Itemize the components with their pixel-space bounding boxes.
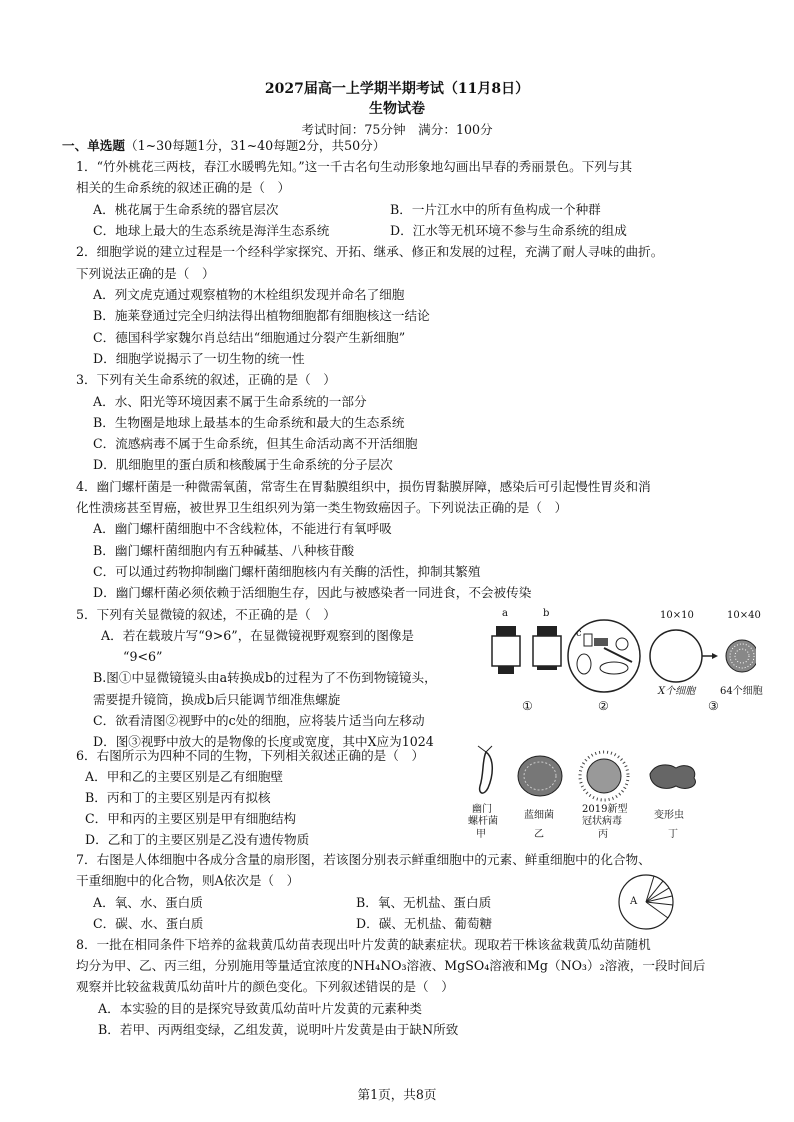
q6-option-a: A．甲和乙的主要区别是乙有细胞壁: [85, 769, 284, 784]
amoeba-icon: [650, 765, 695, 789]
organisms-drawing: [464, 744, 724, 804]
q6-stem: 6．右图所示为四种不同的生物，下列相关叙述正确的是（ ）: [76, 748, 425, 763]
q4-option-a: A．幽门螺杆菌细胞中不含线粒体，不能进行有氧呼吸: [93, 521, 392, 536]
flagella-icon: [478, 746, 492, 752]
mag-high: 10×40: [727, 610, 761, 621]
q1-stem-line2: 相关的生命系统的叙述正确的是（ ）: [76, 180, 291, 195]
lens-b-cap: [537, 626, 557, 636]
q5-option-c: C．欲看清图②视野中的c处的细胞，应将装片适当向左移动: [93, 713, 425, 728]
lens-a-label: a: [502, 608, 508, 619]
pie-sector-a-label: A: [630, 896, 638, 907]
q7-option-d: D．碳、无机盐、葡萄糖: [356, 916, 493, 931]
q6-option-b: B．丙和丁的主要区别是丙有拟核: [85, 790, 271, 805]
figure-number-1: ①: [522, 699, 533, 713]
microscope-figure: [484, 608, 763, 718]
x-cells-label: X个细胞: [658, 686, 696, 697]
q4-option-c: C．可以通过药物抑制幽门螺杆菌细胞核内有关酶的活性，抑制其繁殖: [93, 564, 481, 579]
q3-option-d: D．肌细胞里的蛋白质和核酸属于生命系统的分子层次: [93, 457, 393, 472]
lens-a-body: [492, 636, 520, 666]
q7-option-c: C．碳、水、蛋白质: [93, 916, 204, 931]
q3-option-b: B．生物圈是地球上最基本的生命系统和最大的生态系统: [93, 415, 405, 430]
q1-option-d: D．江水等无机环境不参与生命系统的组成: [390, 223, 627, 238]
mag-low: 10×10: [660, 610, 694, 621]
q5-option-b-line2: 需要提升镜筒，换成b后只能调节细准焦螺旋: [93, 692, 341, 707]
q7-option-a: A．氧、水、蛋白质: [93, 895, 203, 910]
q1-option-a: A．桃花属于生命系统的器官层次: [93, 202, 279, 217]
org3-name-2: 冠状病毒: [582, 816, 622, 827]
cyanobacteria-icon: [518, 756, 562, 796]
q8-option-b: B．若甲、丙两组变绿，乙组发黄，说明叶片发黄是由于缺N所致: [98, 1022, 459, 1037]
q4-stem-line2: 化性溃疡甚至胃癌，被世界卫生组织列为第一类生物致癌因子。下列说法正确的是（ ）: [76, 500, 568, 515]
org2-tag: 乙: [534, 829, 544, 840]
q4-option-d: D．幽门螺杆菌必须依赖于活细胞生存，因此与被感染者一同进食，不会被传染: [93, 585, 532, 600]
q6-option-c: C．甲和丙的主要区别是甲有细胞结构: [85, 811, 297, 826]
field-of-view-high: [726, 640, 756, 672]
cells-64-label: 64个细胞: [720, 686, 763, 697]
q2-option-d: D．细胞学说揭示了一切生物的统一性: [93, 351, 305, 366]
q5-option-a-line2: “9<6”: [123, 649, 163, 664]
coronavirus-icon: [587, 759, 621, 793]
q5-stem: 5．下列有关显微镜的叙述，不正确的是（ ）: [76, 607, 336, 622]
org1-name-2: 螺杆菌: [468, 816, 498, 827]
lens-b-label: b: [543, 608, 550, 619]
lens-a-tip: [498, 666, 514, 674]
arrow-head-icon: [712, 653, 718, 659]
section-title: 一、单选题: [62, 138, 125, 153]
org4-name: 变形虫: [654, 810, 684, 821]
q2-stem-line1: 2．细胞学说的建立过程是一个经科学家探究、开拓、继承、修正和发展的过程，充满了耐人寻味的曲折。: [76, 244, 664, 259]
cell-shape: [594, 638, 608, 646]
q1-stem-line1: 1．“竹外桃花三两枝，春江水暖鸭先知。”这一千古名句生动形象地勾画出早春的秀丽景色。下列与其: [76, 159, 633, 174]
figure-number-2: ②: [598, 699, 609, 713]
q1-option-c: C．地球上最大的生态系统是海洋生态系统: [93, 223, 330, 238]
helicobacter-icon: [480, 752, 493, 793]
q5-option-a-line1: A．若在载玻片写“9>6”，在显微镜视野观察到的图像是: [101, 628, 415, 643]
lens-b-tip: [537, 666, 557, 670]
org4-tag: 丁: [668, 829, 678, 840]
org3-tag: 丙: [598, 829, 608, 840]
q6-option-d: D．乙和丁的主要区别是乙没有遗传物质: [85, 832, 310, 847]
cell-c-label: c: [576, 628, 582, 639]
lens-a-cap: [496, 626, 516, 636]
organisms-figure: [464, 744, 724, 844]
org1-name-1: 幽门: [472, 804, 492, 815]
q4-stem-line1: 4．幽门螺杆菌是一种微需氧菌，常寄生在胃黏膜组织中，损伤胃黏膜屏障，感染后可引起慢性胃炎和消: [76, 479, 651, 494]
section-heading: [62, 136, 385, 156]
q2-option-c: C．德国科学家魏尔肖总结出“细胞通过分裂产生新细胞”: [93, 330, 406, 345]
page-footer: 第1页，共8页: [357, 1087, 437, 1102]
org1-tag: 甲: [476, 829, 486, 840]
q8-stem-line1: 8．一批在相同条件下培养的盆栽黄瓜幼苗表现出叶片发黄的缺素症状。现取若干株该盆栽黄瓜幼苗随机: [76, 937, 651, 952]
q2-option-a: A．列文虎克通过观察植物的木栓组织发现并命名了细胞: [93, 287, 405, 302]
q5-option-d: D．图③视野中放大的是物像的长度或宽度，其中X应为1024: [93, 734, 434, 749]
lens-b-body: [533, 636, 561, 666]
pie-drawing: [616, 872, 676, 932]
pie-figure: [616, 872, 676, 932]
field-of-view-low: [650, 630, 702, 682]
subject-title: 生物试卷: [369, 101, 425, 117]
org3-name-1: 2019新型: [582, 804, 628, 815]
q7-stem-line2: 干重细胞中的化合物，则A依次是（ ）: [76, 873, 300, 888]
q8-option-a: A．本实验的目的是探究导致黄瓜幼苗叶片发黄的元素种类: [98, 1001, 422, 1016]
q1-option-b: B．一片江水中的所有鱼构成一个种群: [390, 202, 601, 217]
q7-option-b: B．氧、无机盐、蛋白质: [356, 895, 492, 910]
exam-title: 2027届高一上学期半期考试（11月8日）: [264, 81, 530, 97]
q3-stem: 3．下列有关生命系统的叙述，正确的是（ ）: [76, 372, 336, 387]
org2-name: 蓝细菌: [524, 810, 554, 821]
section-note: （1~30每题1分，31~40每题2分，共50分）: [124, 138, 386, 153]
q3-option-a: A．水、阳光等环境因素不属于生命系统的一部分: [93, 394, 367, 409]
exam-info: 考试时间：75分钟 满分：100分: [301, 122, 493, 137]
q4-option-b: B．幽门螺杆菌细胞内有五种碱基、八种核苷酸: [93, 543, 355, 558]
q5-option-b-line1: B.图①中显微镜镜头由a转换成b的过程为了不伤到物镜镜头，: [93, 670, 437, 685]
q7-stem-line1: 7．右图是人体细胞中各成分含量的扇形图，若该图分别表示鲜重细胞中的元素、鲜重细胞中的化合物、: [76, 852, 651, 867]
q2-stem-line2: 下列说法正确的是（ ）: [76, 266, 215, 281]
q8-stem-line2: 均分为甲、乙、丙三组，分别施用等量适宜浓度的NH₄NO₃溶液、MgSO₄溶液和Mg（NO₃）₂溶液，一段时间后: [76, 958, 706, 973]
figure-number-3: ③: [708, 699, 719, 713]
q3-option-c: C．流感病毒不属于生命系统，但其生命活动离不开活细胞: [93, 436, 418, 451]
q2-option-b: B．施莱登通过完全归纳法得出植物细胞都有细胞核这一结论: [93, 308, 430, 323]
q8-stem-line3: 观察并比较盆栽黄瓜幼苗叶片的颜色变化。下列叙述错误的是（ ）: [76, 979, 454, 994]
